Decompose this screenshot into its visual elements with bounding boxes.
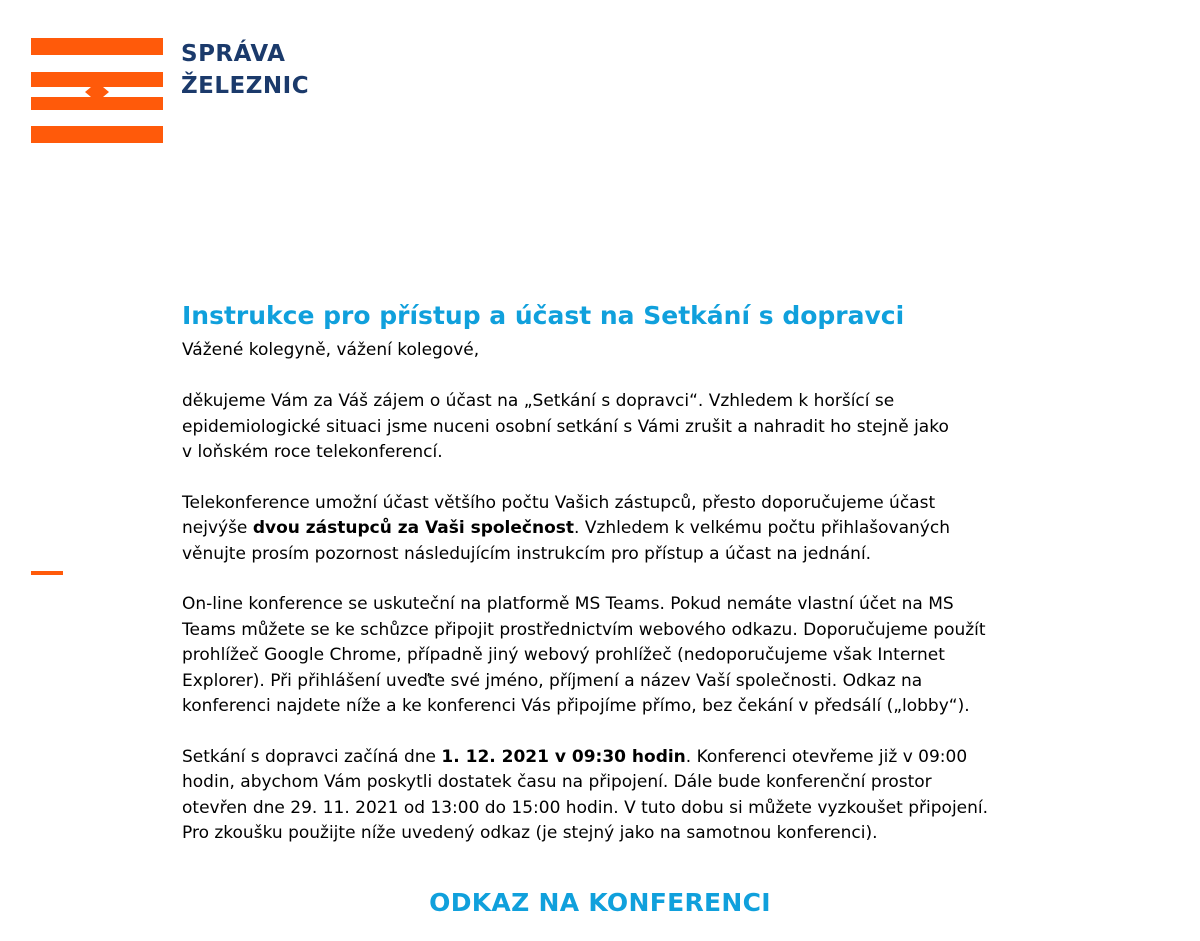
paragraph-line: Explorer). Při přihlášení uveďte své jméno, příjmení a název Vaší společnosti. Odkaz na	[182, 670, 923, 691]
paragraph-line: epidemiologické situaci jsme nuceni osobní setkání s Vámi zrušit a nahradit ho stejně jako	[182, 416, 949, 437]
paragraph-intro	[182, 389, 1142, 466]
paragraph-line: v loňském roce telekonferencí.	[182, 442, 443, 462]
paragraph-line: konferenci najdete níže a ke konferenci Vás připojíme přímo, bez čekání v předsálí („lobby“).	[182, 696, 970, 716]
paragraph-line: Pro zkoušku použijte níže uvedený odkaz (je stejný jako na samotnou konferenci).	[182, 823, 878, 843]
paragraph-line: věnujte prosím pozornost následujícím instrukcím pro přístup a účast na jednání.	[182, 543, 872, 564]
paragraph-line: otevřen dne 29. 11. 2021 od 13:00 do 15:00 hodin. V tuto dobu si můžete vyzkoušet připojení.	[182, 797, 989, 818]
logo-z-mark-icon	[31, 38, 163, 144]
text-segment: . Vzhledem k velkému počtu přihlašovaných	[574, 518, 950, 538]
greeting: Vážené kolegyně, vážení kolegové,	[182, 340, 480, 360]
logo-wordmark	[181, 38, 309, 102]
document-body	[182, 299, 1142, 872]
paragraph-line: děkujeme Vám za Váš zájem o účast na „Setkání s dopravci“. Vzhledem k horšící se	[182, 391, 895, 411]
bold-text: dvou zástupců za Vaši společnost	[252, 518, 575, 538]
paragraph-line: Teams můžete se ke schůzce připojit prostřednictvím webového odkazu. Doporučujeme použít	[182, 619, 986, 640]
paragraph-line: On-line konference se uskuteční na platformě MS Teams. Pokud nemáte vlastní účet na MS	[182, 594, 954, 614]
paragraph-participants	[182, 491, 1142, 568]
paragraph-line: prohlížeč Google Chrome, případně jiný webový prohlížeč (nedoporučujeme však Internet	[182, 645, 945, 665]
bold-text: 1. 12. 2021 v 09:30 hodin	[441, 746, 686, 767]
paragraph-line	[182, 516, 1142, 542]
paragraph-line: hodin, abychom Vám poskytli dostatek času na připojení. Dále bude konferenční prostor	[182, 772, 932, 792]
paragraph-line: Telekonference umožní účast většího počtu Vašich zástupců, přesto doporučujeme účast	[182, 492, 936, 513]
paragraph-schedule	[182, 745, 1142, 847]
paragraph-line	[182, 745, 1142, 771]
text-segment: nejvýše	[182, 518, 253, 538]
text-segment: . Konferenci otevřeme již v 09:00	[685, 746, 968, 767]
paragraph-platform	[182, 592, 1142, 720]
logo-wordmark-line1: SPRÁVA	[181, 41, 286, 67]
conference-link[interactable]: ODKAZ NA KONFERENCI	[429, 888, 771, 917]
text-segment: Setkání s dopravci začíná dne	[182, 746, 442, 767]
logo-wordmark-line2: ŽELEZNIC	[181, 73, 310, 99]
document-title: Instrukce pro přístup a účast na Setkání s dopravci	[182, 301, 905, 330]
accent-mark	[31, 571, 63, 575]
sprava-zeleznic-logo	[31, 38, 331, 148]
